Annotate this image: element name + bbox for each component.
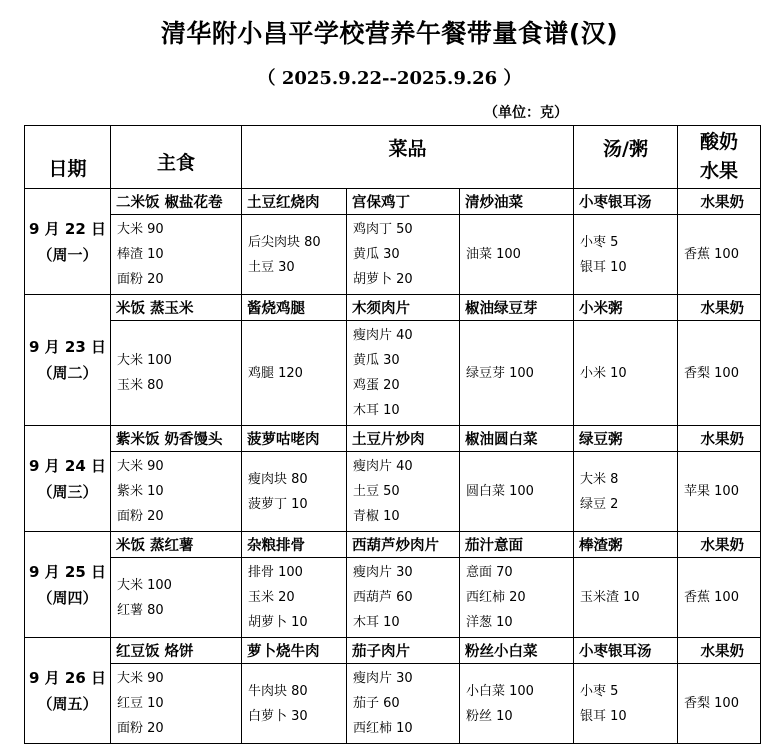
date-text: 9 月 23 日 bbox=[29, 338, 106, 356]
yogurt-dish-name: 水果奶 bbox=[678, 426, 761, 452]
ingredient-item: 香梨 100 bbox=[684, 365, 739, 381]
soup-dish-name: 棒渣粥 bbox=[574, 532, 678, 558]
soup-dish-name: 小枣银耳汤 bbox=[574, 638, 678, 664]
day-ingredient-row bbox=[25, 558, 761, 638]
header-row bbox=[25, 126, 761, 189]
header-yogurt-fruit: 酸奶 水果 bbox=[678, 126, 761, 189]
ingredient-item: 牛肉块 80 bbox=[248, 683, 308, 699]
ingredient-item: 玉米 20 bbox=[248, 590, 295, 605]
soup-dish-name: 小枣银耳汤 bbox=[574, 189, 678, 215]
ingredient-item: 绿豆 2 bbox=[580, 496, 619, 512]
main-ingredients bbox=[111, 558, 242, 638]
dish3-dish-name: 椒油绿豆芽 bbox=[460, 295, 574, 321]
unit-label: （单位：克） bbox=[484, 105, 568, 121]
ingredient-item: 大米 8 bbox=[580, 471, 619, 487]
dish2-ingredients bbox=[347, 664, 460, 744]
main-ingredients bbox=[111, 664, 242, 744]
ingredient-item: 黄瓜 30 bbox=[353, 353, 400, 368]
ingredient-item: 香梨 100 bbox=[684, 696, 739, 711]
dish3-dish-name: 椒油圆白菜 bbox=[460, 426, 574, 452]
dish2-ingredients bbox=[347, 452, 460, 532]
weekday-text: （周四） bbox=[37, 588, 98, 607]
dish1-ingredients bbox=[242, 452, 347, 532]
ingredient-item: 苹果 100 bbox=[684, 484, 739, 499]
ingredient-item: 后尖肉块 80 bbox=[248, 234, 321, 250]
weekday-text: （周三） bbox=[37, 482, 98, 501]
dish2-dish-name: 木须肉片 bbox=[347, 295, 460, 321]
date-text: 9 月 26 日 bbox=[29, 668, 106, 687]
weekday-text: （周二） bbox=[37, 364, 98, 382]
dish1-dish-name: 酱烧鸡腿 bbox=[242, 295, 347, 321]
ingredient-item: 绿豆芽 100 bbox=[466, 365, 534, 381]
main-dish-name: 紫米饭 奶香馒头 bbox=[111, 426, 242, 452]
date-text: 9 月 22 日 bbox=[29, 219, 106, 238]
ingredient-item: 银耳 10 bbox=[580, 259, 627, 275]
yogurt-ingredients bbox=[678, 558, 761, 638]
header-date: 日期 bbox=[25, 126, 111, 189]
soup-dish-name: 绿豆粥 bbox=[574, 426, 678, 452]
dish2-ingredients bbox=[347, 558, 460, 638]
ingredient-item: 白萝卜 30 bbox=[248, 708, 308, 724]
dish2-ingredients bbox=[347, 321, 460, 426]
weekday-text: （周五） bbox=[37, 694, 98, 713]
day-name-row bbox=[25, 532, 761, 558]
dish2-ingredients bbox=[347, 215, 460, 295]
ingredient-item: 油菜 100 bbox=[466, 247, 521, 262]
ingredient-item: 土豆 30 bbox=[248, 259, 295, 275]
date-text: 9 月 24 日 bbox=[29, 456, 106, 475]
ingredient-item: 意面 70 bbox=[466, 565, 513, 580]
header-soup: 汤/粥 bbox=[574, 126, 678, 189]
dish3-dish-name: 茄汁意面 bbox=[460, 532, 574, 558]
ingredient-item: 胡萝卜 20 bbox=[353, 272, 413, 287]
yogurt-ingredients bbox=[678, 215, 761, 295]
yogurt-dish-name: 水果奶 bbox=[678, 295, 761, 321]
ingredient-item: 西葫芦 60 bbox=[353, 590, 413, 605]
main-dish-name: 米饭 蒸红薯 bbox=[111, 532, 242, 558]
ingredient-item: 香蕉 100 bbox=[684, 590, 739, 605]
ingredient-item: 瘦肉片 30 bbox=[353, 565, 413, 580]
yogurt-dish-name: 水果奶 bbox=[678, 532, 761, 558]
dish1-ingredients bbox=[242, 664, 347, 744]
ingredient-item: 茄子 60 bbox=[353, 696, 400, 711]
day-name-row bbox=[25, 189, 761, 215]
ingredient-item: 洋葱 10 bbox=[466, 615, 513, 630]
dish1-dish-name: 土豆红烧肉 bbox=[242, 189, 347, 215]
soup-ingredients bbox=[574, 215, 678, 295]
main-ingredients bbox=[111, 452, 242, 532]
date-text: 9 月 25 日 bbox=[29, 562, 106, 581]
main-dish-name: 米饭 蒸玉米 bbox=[111, 295, 242, 321]
ingredient-item: 大米 90 bbox=[117, 222, 164, 237]
date-cell bbox=[25, 426, 111, 532]
dish3-dish-name: 粉丝小白菜 bbox=[460, 638, 574, 664]
dish3-ingredients bbox=[460, 664, 574, 744]
header-main-food: 主食 bbox=[111, 126, 242, 189]
ingredient-item: 红豆 10 bbox=[117, 696, 164, 711]
ingredient-item: 玉米 80 bbox=[117, 378, 164, 393]
ingredient-item: 大米 90 bbox=[117, 459, 164, 474]
date-range: （ 2025.9.22--2025.9.26 ） bbox=[257, 68, 522, 89]
page-title: 清华附小昌平学校营养午餐带量食谱(汉) bbox=[160, 19, 619, 48]
ingredient-item: 小米 10 bbox=[580, 365, 627, 381]
ingredient-item: 小枣 5 bbox=[580, 234, 619, 250]
soup-ingredients bbox=[574, 664, 678, 744]
ingredient-item: 面粉 20 bbox=[117, 272, 164, 287]
header-dishes: 菜品 bbox=[242, 126, 574, 189]
yogurt-ingredients bbox=[678, 321, 761, 426]
dish3-ingredients bbox=[460, 321, 574, 426]
dish1-dish-name: 萝卜烧牛肉 bbox=[242, 638, 347, 664]
ingredient-item: 鸡蛋 20 bbox=[353, 378, 400, 393]
dish2-dish-name: 西葫芦炒肉片 bbox=[347, 532, 460, 558]
ingredient-item: 银耳 10 bbox=[580, 708, 627, 724]
ingredient-item: 面粉 20 bbox=[117, 721, 164, 736]
day-name-row bbox=[25, 638, 761, 664]
ingredient-item: 西红柿 10 bbox=[353, 721, 413, 736]
main-dish-name: 红豆饭 烙饼 bbox=[111, 638, 242, 664]
soup-dish-name: 小米粥 bbox=[574, 295, 678, 321]
ingredient-item: 木耳 10 bbox=[353, 403, 400, 418]
ingredient-item: 面粉 20 bbox=[117, 509, 164, 524]
yogurt-dish-name: 水果奶 bbox=[678, 638, 761, 664]
ingredient-item: 鸡腿 120 bbox=[248, 365, 303, 381]
ingredient-item: 瘦肉片 40 bbox=[353, 459, 413, 474]
ingredient-item: 瘦肉片 40 bbox=[353, 328, 413, 343]
ingredient-item: 鸡肉丁 50 bbox=[353, 222, 413, 237]
yogurt-ingredients bbox=[678, 452, 761, 532]
ingredient-item: 小枣 5 bbox=[580, 683, 619, 699]
ingredient-item: 土豆 50 bbox=[353, 484, 400, 499]
dish3-ingredients bbox=[460, 452, 574, 532]
dish1-ingredients bbox=[242, 215, 347, 295]
dish3-ingredients bbox=[460, 215, 574, 295]
day-name-row bbox=[25, 295, 761, 321]
ingredient-item: 黄瓜 30 bbox=[353, 247, 400, 262]
ingredient-item: 小白菜 100 bbox=[466, 683, 534, 699]
ingredient-item: 粉丝 10 bbox=[466, 708, 513, 724]
dish2-dish-name: 土豆片炒肉 bbox=[347, 426, 460, 452]
day-name-row bbox=[25, 426, 761, 452]
ingredient-item: 玉米渣 10 bbox=[580, 590, 640, 605]
ingredient-item: 紫米 10 bbox=[117, 484, 164, 499]
ingredient-item: 菠萝丁 10 bbox=[248, 496, 308, 512]
yogurt-dish-name: 水果奶 bbox=[678, 189, 761, 215]
ingredient-item: 圆白菜 100 bbox=[466, 484, 534, 499]
dish3-dish-name: 清炒油菜 bbox=[460, 189, 574, 215]
ingredient-item: 红薯 80 bbox=[117, 602, 164, 618]
dish2-dish-name: 宫保鸡丁 bbox=[347, 189, 460, 215]
main-dish-name: 二米饭 椒盐花卷 bbox=[111, 189, 242, 215]
day-ingredient-row bbox=[25, 321, 761, 426]
ingredient-item: 木耳 10 bbox=[353, 615, 400, 630]
ingredient-item: 大米 100 bbox=[117, 353, 172, 368]
ingredient-item: 排骨 100 bbox=[248, 565, 303, 580]
dish3-ingredients bbox=[460, 558, 574, 638]
ingredient-item: 瘦肉块 80 bbox=[248, 471, 308, 487]
main-ingredients bbox=[111, 321, 242, 426]
dish1-dish-name: 菠萝咕咾肉 bbox=[242, 426, 347, 452]
ingredient-item: 西红柿 20 bbox=[466, 590, 526, 605]
ingredient-item: 青椒 10 bbox=[353, 509, 400, 524]
yogurt-ingredients bbox=[678, 664, 761, 744]
date-cell bbox=[25, 638, 111, 744]
date-cell bbox=[25, 532, 111, 638]
ingredient-item: 大米 90 bbox=[117, 671, 164, 686]
soup-ingredients bbox=[574, 558, 678, 638]
ingredient-item: 胡萝卜 10 bbox=[248, 615, 308, 630]
dish2-dish-name: 茄子肉片 bbox=[347, 638, 460, 664]
dish1-dish-name: 杂粮排骨 bbox=[242, 532, 347, 558]
dish1-ingredients bbox=[242, 558, 347, 638]
main-ingredients bbox=[111, 215, 242, 295]
day-ingredient-row bbox=[25, 452, 761, 532]
ingredient-item: 瘦肉片 30 bbox=[353, 671, 413, 686]
weekday-text: （周一） bbox=[37, 245, 98, 264]
ingredient-item: 香蕉 100 bbox=[684, 247, 739, 262]
soup-ingredients bbox=[574, 452, 678, 532]
day-ingredient-row bbox=[25, 664, 761, 744]
menu-table bbox=[24, 125, 761, 744]
ingredient-item: 棒渣 10 bbox=[117, 247, 164, 262]
date-cell bbox=[25, 295, 111, 426]
date-cell bbox=[25, 189, 111, 295]
dish1-ingredients bbox=[242, 321, 347, 426]
day-ingredient-row bbox=[25, 215, 761, 295]
soup-ingredients bbox=[574, 321, 678, 426]
ingredient-item: 大米 100 bbox=[117, 577, 172, 593]
